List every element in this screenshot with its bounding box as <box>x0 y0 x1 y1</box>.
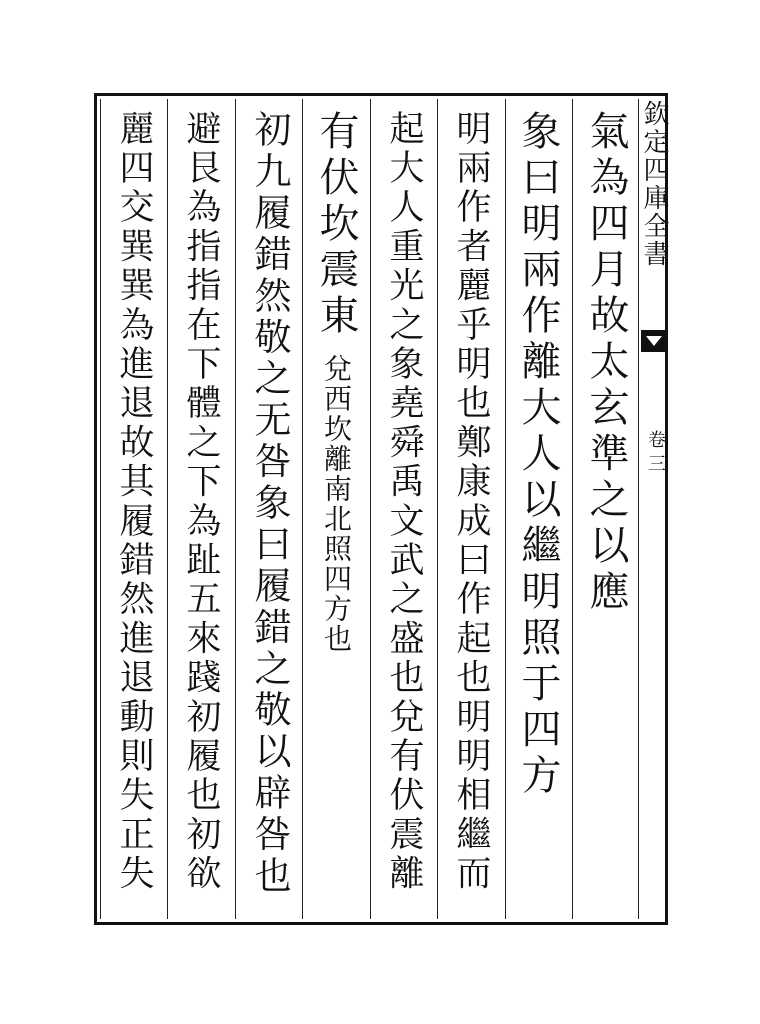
column-rule <box>572 99 573 919</box>
column-rule <box>302 99 303 919</box>
text-column-3: 明兩作者麗乎明也鄭康成曰作起也明明相繼而 <box>451 110 491 894</box>
column-rule <box>167 99 168 919</box>
juan-number: 卷三 <box>645 430 666 478</box>
column-rule <box>235 99 236 919</box>
text-column-4: 起大人重光之象堯舜禹文武之盛也兌有伏震離 <box>384 110 424 894</box>
text-column-7: 避艮為指指在下體之下為趾五來踐初履也初欲 <box>181 110 221 894</box>
text-column-2: 象曰明兩作離大人以繼明照于四方 <box>515 110 561 800</box>
text-column-6: 初九履錯然敬之无咎象曰履錯之敬以辟咎也 <box>248 110 291 898</box>
column-rule <box>437 99 438 919</box>
text-column-5 <box>313 110 359 654</box>
column-rule <box>505 99 506 919</box>
text-column-5-annotation: 兌西坎離南北照四方也 <box>320 354 353 654</box>
column-rule <box>370 99 371 919</box>
text-column-1: 氣為四月故太玄準之以應 <box>583 110 629 616</box>
book-title: 欽定四庫全書 <box>639 100 669 268</box>
text-column-5-main: 有伏坎震東 <box>313 110 359 340</box>
text-column-8: 麗四交巽巽為進退故其履錯然進退動則失正失 <box>114 110 154 894</box>
